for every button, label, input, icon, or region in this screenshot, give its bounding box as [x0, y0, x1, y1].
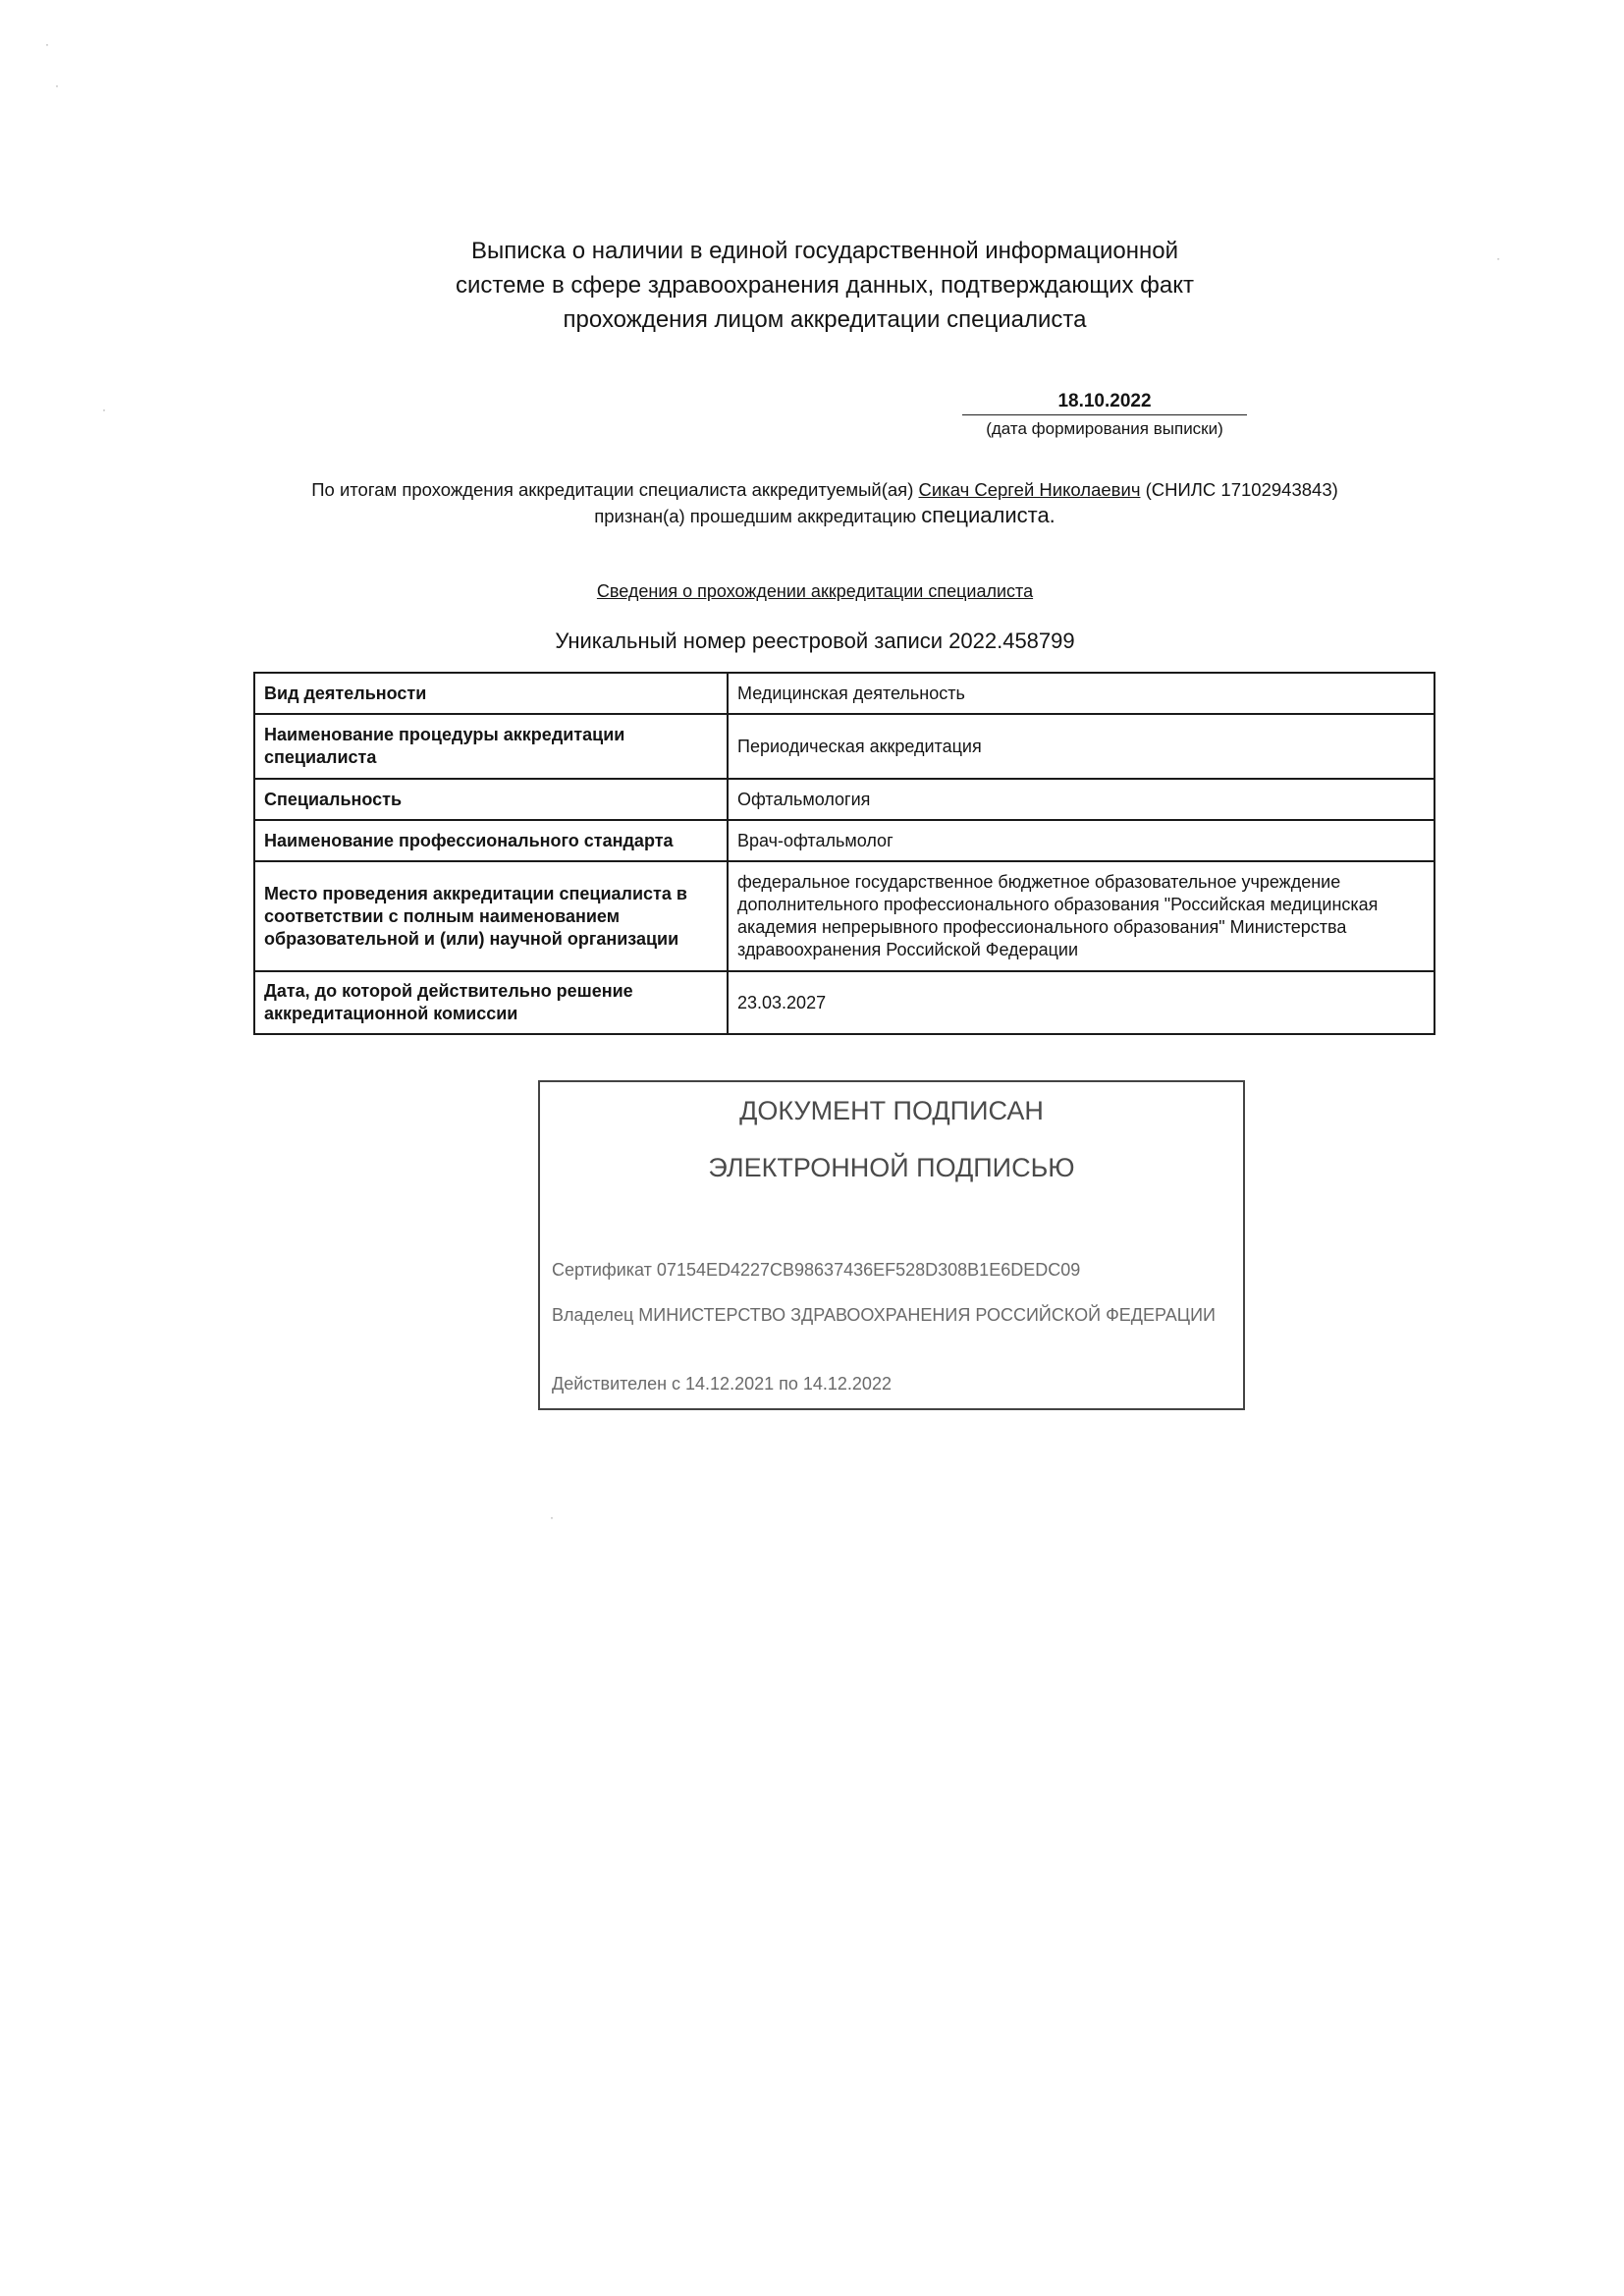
formation-date-caption: (дата формирования выписки) [986, 419, 1223, 438]
scan-speck: · [55, 79, 59, 92]
title-line-2: системе в сфере здравоохранения данных, подтверждающих факт [455, 272, 1195, 299]
formation-date-block [962, 391, 1247, 439]
registry-number: Уникальный номер реестровой записи 2022.458799 [555, 629, 1075, 653]
scan-speck: · [102, 403, 106, 416]
section-heading: Сведения о прохождении аккредитации специалиста [596, 581, 1034, 601]
row-value: Медицинская деятельность [728, 673, 1435, 714]
row-value: Периодическая аккредитация [728, 714, 1435, 779]
table-row [254, 673, 1435, 714]
scan-speck: · [550, 1510, 554, 1524]
intro-text-part1: По итогам прохождения аккредитации специалиста аккредитуемый(ая) [311, 479, 914, 500]
stamp-line-1: ДОКУМЕНТ ПОДПИСАН [739, 1096, 1044, 1125]
row-value: Врач-офтальмолог [728, 820, 1435, 861]
intro-text-part2: признан(а) прошедшим аккредитацию [594, 506, 917, 526]
person-name: Сикач Сергей Николаевич [918, 479, 1141, 500]
stamp-owner: Владелец МИНИСТЕРСТВО ЗДРАВООХРАНЕНИЯ РОССИЙСКОЙ ФЕДЕРАЦИИ [552, 1305, 1216, 1325]
row-label: Место проведения аккредитации специалиста в соответствии с полным наименованием образовательной и (или) научной организации [254, 861, 728, 971]
title-line-3: прохождения лицом аккредитации специалиста [563, 306, 1087, 333]
row-value: федеральное государственное бюджетное образовательное учреждение дополнительного профессионального образования "Российская медицинская академия непрерывного профессионального образования" Министерства здравоохранения Российской Федерации [728, 861, 1435, 971]
electronic-signature-stamp [538, 1080, 1245, 1410]
formation-date: 18.10.2022 [962, 391, 1247, 415]
snils: (СНИЛС 17102943843) [1145, 479, 1338, 500]
table-row [254, 820, 1435, 861]
intro-text-part2-big: специалиста. [921, 503, 1056, 527]
table-row [254, 971, 1435, 1034]
scan-speck: · [1496, 251, 1500, 265]
stamp-validity: Действителен с 14.12.2021 по 14.12.2022 [552, 1374, 892, 1394]
table-row [254, 779, 1435, 820]
stamp-line-2: ЭЛЕКТРОННОЙ ПОДПИСЬЮ [708, 1153, 1075, 1182]
row-label: Дата, до которой действительно решение аккредитационной комиссии [254, 971, 728, 1034]
table-row [254, 714, 1435, 779]
row-label: Наименование процедуры аккредитации специалиста [254, 714, 728, 779]
title-line-1: Выписка о наличии в единой государственной информационной [471, 238, 1178, 264]
accreditation-table [253, 672, 1435, 1035]
table-row [254, 861, 1435, 971]
row-label: Специальность [254, 779, 728, 820]
scan-speck: · [45, 37, 49, 51]
document-title [393, 234, 1257, 337]
row-value: Офтальмология [728, 779, 1435, 820]
intro-paragraph [236, 477, 1414, 529]
row-label: Наименование профессионального стандарта [254, 820, 728, 861]
stamp-certificate: Сертификат 07154ED4227CB98637436EF528D308B1E6DEDC09 [552, 1260, 1081, 1280]
row-label: Вид деятельности [254, 673, 728, 714]
row-value: 23.03.2027 [728, 971, 1435, 1034]
